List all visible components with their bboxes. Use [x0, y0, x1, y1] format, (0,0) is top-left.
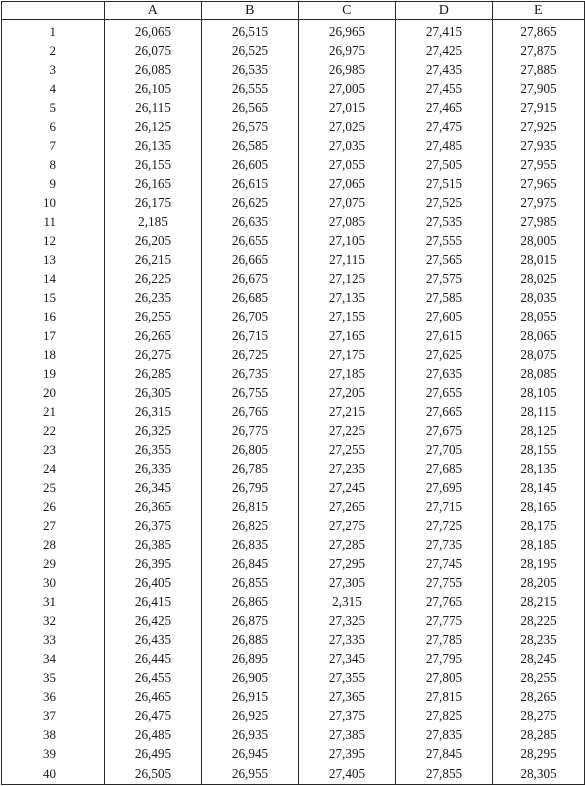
cell-column-c: 27,285 — [299, 535, 396, 554]
row-index-cell: 20 — [2, 383, 105, 402]
cell-column-a: 26,505 — [105, 763, 202, 785]
table-row — [2, 364, 585, 383]
cell-column-c: 27,185 — [299, 364, 396, 383]
cell-column-c: 27,245 — [299, 478, 396, 497]
table-body — [2, 20, 585, 785]
cell-column-e: 28,275 — [493, 706, 585, 725]
cell-column-b: 26,655 — [202, 231, 299, 250]
cell-column-c: 2,315 — [299, 592, 396, 611]
cell-column-e: 28,075 — [493, 345, 585, 364]
cell-column-e: 28,185 — [493, 535, 585, 554]
cell-column-e: 27,955 — [493, 155, 585, 174]
cell-column-a: 26,085 — [105, 60, 202, 79]
cell-column-a: 26,485 — [105, 725, 202, 744]
cell-column-a: 26,385 — [105, 535, 202, 554]
cell-column-c: 27,005 — [299, 79, 396, 98]
cell-column-a: 2,185 — [105, 212, 202, 231]
table-row — [2, 60, 585, 79]
table-row — [2, 611, 585, 630]
cell-column-c: 27,225 — [299, 421, 396, 440]
cell-column-b: 26,865 — [202, 592, 299, 611]
cell-column-e: 28,205 — [493, 573, 585, 592]
cell-column-b: 26,735 — [202, 364, 299, 383]
cell-column-b: 26,665 — [202, 250, 299, 269]
cell-column-d: 27,485 — [396, 136, 493, 155]
row-index-cell: 18 — [2, 345, 105, 364]
cell-column-b: 26,805 — [202, 440, 299, 459]
row-index-cell: 29 — [2, 554, 105, 573]
cell-column-b: 26,725 — [202, 345, 299, 364]
cell-column-e: 28,155 — [493, 440, 585, 459]
row-index-cell: 3 — [2, 60, 105, 79]
cell-column-d: 27,665 — [396, 402, 493, 421]
cell-column-d: 27,535 — [396, 212, 493, 231]
cell-column-b: 26,905 — [202, 668, 299, 687]
cell-column-c: 27,325 — [299, 611, 396, 630]
row-index-cell: 15 — [2, 288, 105, 307]
cell-column-e: 28,035 — [493, 288, 585, 307]
cell-column-c: 26,965 — [299, 20, 396, 42]
cell-column-e: 28,255 — [493, 668, 585, 687]
cell-column-c: 27,085 — [299, 212, 396, 231]
cell-column-c: 27,075 — [299, 193, 396, 212]
cell-column-c: 27,125 — [299, 269, 396, 288]
cell-column-d: 27,705 — [396, 440, 493, 459]
table-row — [2, 668, 585, 687]
row-index-cell: 9 — [2, 174, 105, 193]
cell-column-c: 27,355 — [299, 668, 396, 687]
cell-column-d: 27,855 — [396, 763, 493, 785]
cell-column-e: 28,005 — [493, 231, 585, 250]
cell-column-d: 27,515 — [396, 174, 493, 193]
index-column-header — [2, 2, 105, 20]
cell-column-c: 27,035 — [299, 136, 396, 155]
cell-column-c: 27,055 — [299, 155, 396, 174]
cell-column-e: 28,125 — [493, 421, 585, 440]
row-index-cell: 12 — [2, 231, 105, 250]
cell-column-b: 26,685 — [202, 288, 299, 307]
table-row — [2, 725, 585, 744]
cell-column-c: 27,385 — [299, 725, 396, 744]
cell-column-d: 27,745 — [396, 554, 493, 573]
cell-column-d: 27,615 — [396, 326, 493, 345]
cell-column-c: 27,265 — [299, 497, 396, 516]
cell-column-c: 27,395 — [299, 744, 396, 763]
cell-column-a: 26,275 — [105, 345, 202, 364]
cell-column-e: 28,305 — [493, 763, 585, 785]
row-index-cell: 8 — [2, 155, 105, 174]
cell-column-c: 27,105 — [299, 231, 396, 250]
table-row — [2, 79, 585, 98]
row-index-cell: 2 — [2, 41, 105, 60]
data-table — [1, 1, 585, 785]
table-row — [2, 592, 585, 611]
cell-column-b: 26,675 — [202, 269, 299, 288]
cell-column-d: 27,715 — [396, 497, 493, 516]
table-row — [2, 630, 585, 649]
cell-column-e: 28,165 — [493, 497, 585, 516]
table-row — [2, 554, 585, 573]
table-row — [2, 345, 585, 364]
row-index-cell: 17 — [2, 326, 105, 345]
cell-column-a: 26,215 — [105, 250, 202, 269]
cell-column-a: 26,395 — [105, 554, 202, 573]
cell-column-d: 27,415 — [396, 20, 493, 42]
cell-column-b: 26,885 — [202, 630, 299, 649]
cell-column-d: 27,655 — [396, 383, 493, 402]
cell-column-b: 26,625 — [202, 193, 299, 212]
cell-column-b: 26,575 — [202, 117, 299, 136]
cell-column-e: 28,135 — [493, 459, 585, 478]
cell-column-e: 28,265 — [493, 687, 585, 706]
row-index-cell: 21 — [2, 402, 105, 421]
cell-column-b: 26,705 — [202, 307, 299, 326]
cell-column-d: 27,635 — [396, 364, 493, 383]
cell-column-a: 26,335 — [105, 459, 202, 478]
cell-column-d: 27,555 — [396, 231, 493, 250]
cell-column-e: 27,975 — [493, 193, 585, 212]
cell-column-d: 27,625 — [396, 345, 493, 364]
table-header — [2, 2, 585, 20]
table-row — [2, 744, 585, 763]
cell-column-a: 26,495 — [105, 744, 202, 763]
table-row — [2, 383, 585, 402]
row-index-cell: 27 — [2, 516, 105, 535]
cell-column-a: 26,345 — [105, 478, 202, 497]
row-index-cell: 39 — [2, 744, 105, 763]
cell-column-c: 27,235 — [299, 459, 396, 478]
cell-column-a: 26,365 — [105, 497, 202, 516]
cell-column-b: 26,635 — [202, 212, 299, 231]
cell-column-b: 26,815 — [202, 497, 299, 516]
row-index-cell: 10 — [2, 193, 105, 212]
cell-column-e: 27,965 — [493, 174, 585, 193]
cell-column-b: 26,945 — [202, 744, 299, 763]
table-row — [2, 535, 585, 554]
table-row — [2, 478, 585, 497]
column-header-d: D — [396, 2, 493, 20]
cell-column-d: 27,735 — [396, 535, 493, 554]
table-row — [2, 326, 585, 345]
cell-column-e: 28,295 — [493, 744, 585, 763]
cell-column-c: 27,405 — [299, 763, 396, 785]
cell-column-c: 27,215 — [299, 402, 396, 421]
cell-column-d: 27,565 — [396, 250, 493, 269]
cell-column-d: 27,795 — [396, 649, 493, 668]
cell-column-e: 28,145 — [493, 478, 585, 497]
table-row — [2, 193, 585, 212]
cell-column-b: 26,835 — [202, 535, 299, 554]
cell-column-b: 26,935 — [202, 725, 299, 744]
cell-column-c: 27,165 — [299, 326, 396, 345]
row-index-cell: 16 — [2, 307, 105, 326]
table-row — [2, 402, 585, 421]
cell-column-e: 27,885 — [493, 60, 585, 79]
cell-column-e: 27,875 — [493, 41, 585, 60]
cell-column-b: 26,775 — [202, 421, 299, 440]
table-row — [2, 573, 585, 592]
cell-column-c: 27,375 — [299, 706, 396, 725]
cell-column-d: 27,695 — [396, 478, 493, 497]
cell-column-c: 27,115 — [299, 250, 396, 269]
row-index-cell: 7 — [2, 136, 105, 155]
table-row — [2, 706, 585, 725]
table-row — [2, 440, 585, 459]
cell-column-d: 27,685 — [396, 459, 493, 478]
cell-column-a: 26,125 — [105, 117, 202, 136]
cell-column-c: 27,365 — [299, 687, 396, 706]
row-index-cell: 6 — [2, 117, 105, 136]
cell-column-d: 27,585 — [396, 288, 493, 307]
cell-column-c: 27,015 — [299, 98, 396, 117]
cell-column-a: 26,445 — [105, 649, 202, 668]
table-row — [2, 117, 585, 136]
cell-column-a: 26,415 — [105, 592, 202, 611]
row-index-cell: 14 — [2, 269, 105, 288]
cell-column-b: 26,605 — [202, 155, 299, 174]
cell-column-c: 27,295 — [299, 554, 396, 573]
cell-column-c: 27,205 — [299, 383, 396, 402]
cell-column-e: 28,115 — [493, 402, 585, 421]
cell-column-d: 27,755 — [396, 573, 493, 592]
cell-column-b: 26,955 — [202, 763, 299, 785]
cell-column-a: 26,435 — [105, 630, 202, 649]
row-index-cell: 33 — [2, 630, 105, 649]
cell-column-a: 26,105 — [105, 79, 202, 98]
cell-column-a: 26,425 — [105, 611, 202, 630]
table-row — [2, 307, 585, 326]
row-index-cell: 24 — [2, 459, 105, 478]
cell-column-c: 27,255 — [299, 440, 396, 459]
table-row — [2, 649, 585, 668]
table-row — [2, 269, 585, 288]
row-index-cell: 26 — [2, 497, 105, 516]
row-index-cell: 1 — [2, 20, 105, 42]
row-index-cell: 31 — [2, 592, 105, 611]
row-index-cell: 13 — [2, 250, 105, 269]
cell-column-e: 27,985 — [493, 212, 585, 231]
cell-column-e: 28,085 — [493, 364, 585, 383]
row-index-cell: 11 — [2, 212, 105, 231]
cell-column-a: 26,205 — [105, 231, 202, 250]
column-header-e: E — [493, 2, 585, 20]
cell-column-e: 28,015 — [493, 250, 585, 269]
cell-column-a: 26,455 — [105, 668, 202, 687]
cell-column-b: 26,555 — [202, 79, 299, 98]
cell-column-e: 27,905 — [493, 79, 585, 98]
cell-column-e: 28,055 — [493, 307, 585, 326]
column-header-b: B — [202, 2, 299, 20]
cell-column-d: 27,505 — [396, 155, 493, 174]
table-row — [2, 41, 585, 60]
table-row — [2, 212, 585, 231]
cell-column-b: 26,825 — [202, 516, 299, 535]
cell-column-e: 27,925 — [493, 117, 585, 136]
cell-column-b: 26,515 — [202, 20, 299, 42]
table-row — [2, 250, 585, 269]
cell-column-a: 26,315 — [105, 402, 202, 421]
row-index-cell: 37 — [2, 706, 105, 725]
cell-column-e: 27,915 — [493, 98, 585, 117]
table-row — [2, 20, 585, 42]
table-row — [2, 231, 585, 250]
cell-column-e: 27,935 — [493, 136, 585, 155]
cell-column-d: 27,765 — [396, 592, 493, 611]
row-index-cell: 35 — [2, 668, 105, 687]
table-row — [2, 136, 585, 155]
cell-column-a: 26,255 — [105, 307, 202, 326]
column-header-a: A — [105, 2, 202, 20]
cell-column-d: 27,775 — [396, 611, 493, 630]
cell-column-c: 27,175 — [299, 345, 396, 364]
row-index-cell: 28 — [2, 535, 105, 554]
cell-column-d: 27,725 — [396, 516, 493, 535]
cell-column-c: 27,135 — [299, 288, 396, 307]
cell-column-d: 27,525 — [396, 193, 493, 212]
cell-column-b: 26,795 — [202, 478, 299, 497]
cell-column-a: 26,325 — [105, 421, 202, 440]
cell-column-e: 28,245 — [493, 649, 585, 668]
cell-column-c: 27,155 — [299, 307, 396, 326]
cell-column-a: 26,285 — [105, 364, 202, 383]
cell-column-d: 27,835 — [396, 725, 493, 744]
cell-column-a: 26,355 — [105, 440, 202, 459]
cell-column-e: 28,175 — [493, 516, 585, 535]
cell-column-e: 28,105 — [493, 383, 585, 402]
table-row — [2, 763, 585, 785]
table-row — [2, 516, 585, 535]
cell-column-d: 27,435 — [396, 60, 493, 79]
cell-column-d: 27,675 — [396, 421, 493, 440]
table-row — [2, 421, 585, 440]
cell-column-c: 27,025 — [299, 117, 396, 136]
cell-column-a: 26,375 — [105, 516, 202, 535]
row-index-cell: 38 — [2, 725, 105, 744]
cell-column-b: 26,895 — [202, 649, 299, 668]
row-index-cell: 34 — [2, 649, 105, 668]
row-index-cell: 36 — [2, 687, 105, 706]
cell-column-d: 27,465 — [396, 98, 493, 117]
row-index-cell: 19 — [2, 364, 105, 383]
cell-column-b: 26,565 — [202, 98, 299, 117]
cell-column-c: 26,975 — [299, 41, 396, 60]
cell-column-a: 26,265 — [105, 326, 202, 345]
table-row — [2, 497, 585, 516]
cell-column-e: 28,215 — [493, 592, 585, 611]
cell-column-e: 27,865 — [493, 20, 585, 42]
cell-column-d: 27,845 — [396, 744, 493, 763]
cell-column-e: 28,195 — [493, 554, 585, 573]
cell-column-b: 26,785 — [202, 459, 299, 478]
row-index-cell: 32 — [2, 611, 105, 630]
column-header-c: C — [299, 2, 396, 20]
cell-column-a: 26,305 — [105, 383, 202, 402]
row-index-cell: 23 — [2, 440, 105, 459]
cell-column-a: 26,165 — [105, 174, 202, 193]
table-row — [2, 174, 585, 193]
table-row — [2, 459, 585, 478]
cell-column-b: 26,525 — [202, 41, 299, 60]
row-index-cell: 40 — [2, 763, 105, 785]
row-index-cell: 25 — [2, 478, 105, 497]
cell-column-b: 26,875 — [202, 611, 299, 630]
row-index-cell: 30 — [2, 573, 105, 592]
cell-column-a: 26,135 — [105, 136, 202, 155]
cell-column-a: 26,175 — [105, 193, 202, 212]
cell-column-b: 26,845 — [202, 554, 299, 573]
cell-column-b: 26,755 — [202, 383, 299, 402]
cell-column-c: 27,305 — [299, 573, 396, 592]
row-index-cell: 22 — [2, 421, 105, 440]
cell-column-b: 26,715 — [202, 326, 299, 345]
header-row — [2, 2, 585, 20]
cell-column-e: 28,285 — [493, 725, 585, 744]
cell-column-c: 26,985 — [299, 60, 396, 79]
cell-column-b: 26,535 — [202, 60, 299, 79]
cell-column-e: 28,225 — [493, 611, 585, 630]
cell-column-c: 27,345 — [299, 649, 396, 668]
cell-column-d: 27,825 — [396, 706, 493, 725]
table-row — [2, 155, 585, 174]
table-row — [2, 687, 585, 706]
cell-column-b: 26,915 — [202, 687, 299, 706]
cell-column-d: 27,455 — [396, 79, 493, 98]
cell-column-e: 28,065 — [493, 326, 585, 345]
cell-column-a: 26,465 — [105, 687, 202, 706]
cell-column-c: 27,275 — [299, 516, 396, 535]
cell-column-a: 26,115 — [105, 98, 202, 117]
cell-column-b: 26,765 — [202, 402, 299, 421]
cell-column-e: 28,235 — [493, 630, 585, 649]
cell-column-b: 26,585 — [202, 136, 299, 155]
cell-column-c: 27,065 — [299, 174, 396, 193]
cell-column-d: 27,475 — [396, 117, 493, 136]
cell-column-a: 26,405 — [105, 573, 202, 592]
cell-column-e: 28,025 — [493, 269, 585, 288]
row-index-cell: 5 — [2, 98, 105, 117]
cell-column-b: 26,925 — [202, 706, 299, 725]
cell-column-a: 26,475 — [105, 706, 202, 725]
cell-column-d: 27,605 — [396, 307, 493, 326]
row-index-cell: 4 — [2, 79, 105, 98]
cell-column-d: 27,425 — [396, 41, 493, 60]
cell-column-d: 27,805 — [396, 668, 493, 687]
cell-column-b: 26,855 — [202, 573, 299, 592]
cell-column-b: 26,615 — [202, 174, 299, 193]
cell-column-d: 27,785 — [396, 630, 493, 649]
cell-column-a: 26,155 — [105, 155, 202, 174]
cell-column-d: 27,575 — [396, 269, 493, 288]
table-row — [2, 98, 585, 117]
cell-column-a: 26,065 — [105, 20, 202, 42]
cell-column-d: 27,815 — [396, 687, 493, 706]
cell-column-a: 26,075 — [105, 41, 202, 60]
cell-column-a: 26,225 — [105, 269, 202, 288]
table-row — [2, 288, 585, 307]
cell-column-c: 27,335 — [299, 630, 396, 649]
cell-column-a: 26,235 — [105, 288, 202, 307]
